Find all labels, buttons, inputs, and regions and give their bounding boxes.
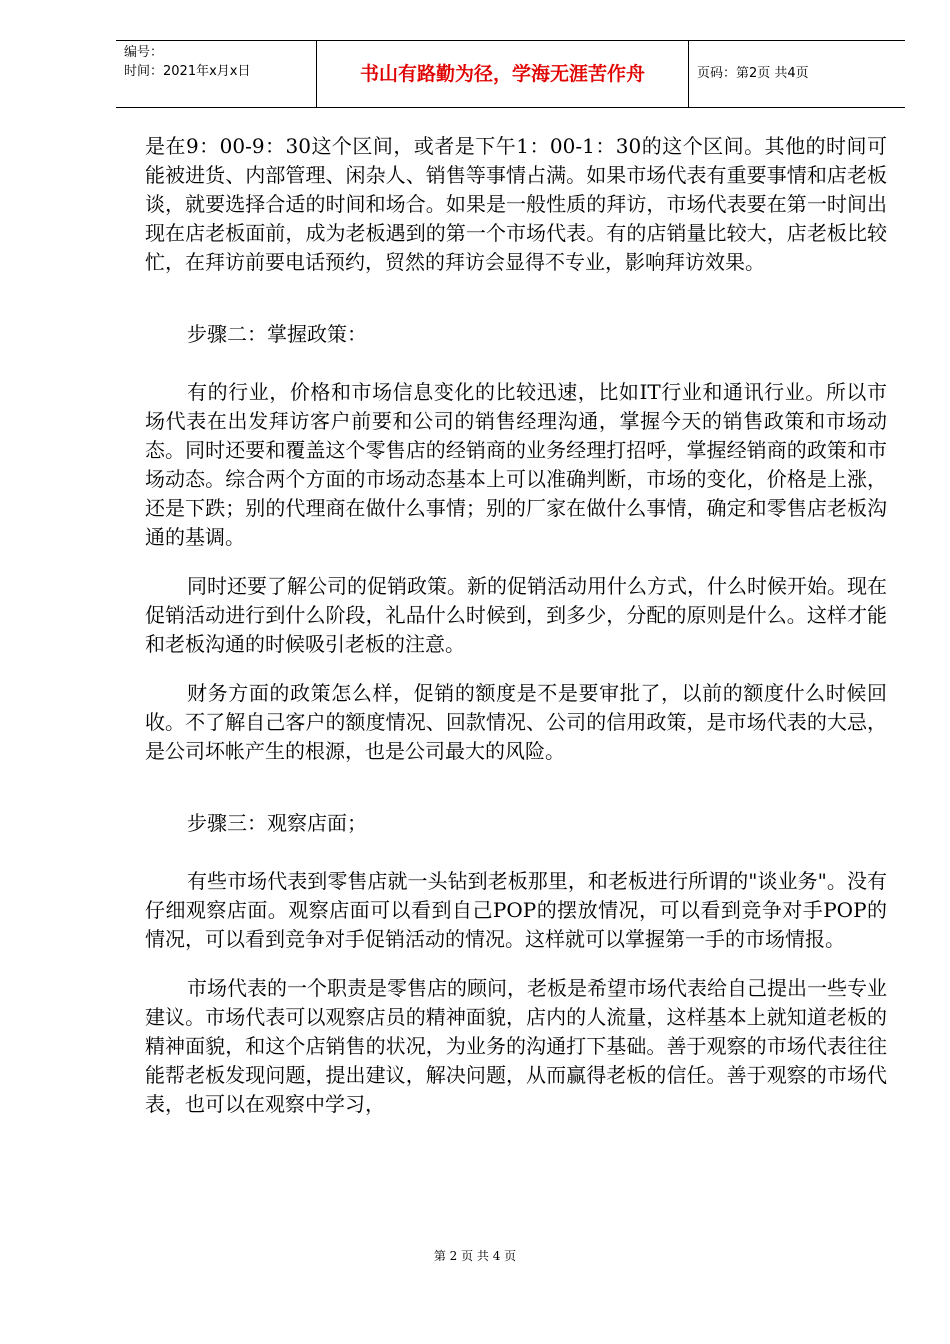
section-heading: 步骤三：观察店面； bbox=[187, 811, 367, 835]
header-page-label: 页码：第2页 共4页 bbox=[697, 66, 809, 81]
number-label: 编号： bbox=[124, 45, 164, 60]
time-label: 时间：2021年x月x日 bbox=[124, 64, 251, 79]
paragraph: 有些市场代表到零售店就一头钻到老板那里，和老板进行所谓的"谈业务"。没有仔细观察店面。观察店面可以看到自己POP的摆放情况，可以看到竞争对手POP的情况，可以看到竞争对手促销活动的情况。这样就可以掌握第一手的市场情报。 bbox=[145, 869, 887, 951]
paragraph: 同时还要了解公司的促销政策。新的促销活动用什么方式，什么时候开始。现在促销活动进行到什么阶段，礼品什么时候到，到多少，分配的原则是什么。这样才能和老板沟通的时候吸引老板的注意。 bbox=[145, 574, 887, 656]
section-heading: 步骤二：掌握政策： bbox=[187, 322, 367, 346]
header-meta bbox=[116, 41, 317, 107]
page-header bbox=[116, 40, 905, 108]
document-body bbox=[145, 132, 887, 1119]
page-footer: 第 2 页 共 4 页 bbox=[433, 1249, 517, 1263]
paragraph: 有的行业，价格和市场信息变化的比较迅速，比如IT行业和通讯行业。所以市场代表在出发拜访客户前要和公司的销售经理沟通，掌握今天的销售政策和市场动态。同时还要和覆盖这个零售店的经销商的业务经理打招呼，掌握经销商的政策和市场动态。综合两个方面的市场动态基本上可以准确判断，市场的变化，价格是上涨，还是下跌；别的代理商在做什么事情；别的厂家在做什么事情，确定和零售店老板沟通的基调。 bbox=[145, 380, 887, 549]
paragraph: 财务方面的政策怎么样，促销的额度是不是要审批了，以前的额度什么时候回收。不了解自己客户的额度情况、回款情况、公司的信用政策，是市场代表的大忌，是公司坏帐产生的根源，也是公司最大的风险。 bbox=[145, 681, 887, 763]
header-motto: 书山有路勤为径，学海无涯苦作舟 bbox=[317, 41, 689, 107]
paragraph: 是在9：00-9：30这个区间，或者是下午1：00-1：30的这个区间。其他的时间可能被进货、内部管理、闲杂人、销售等事情占满。如果市场代表有重要事情和店老板谈，就要选择合适的时间和场合。如果是一般性质的拜访，市场代表要在第一时间出现在店老板面前，成为老板遇到的第一个市场代表。有的店销量比较大，店老板比较忙，在拜访前要电话预约，贸然的拜访会显得不专业，影响拜访效果。 bbox=[145, 134, 887, 274]
paragraph: 市场代表的一个职责是零售店的顾问，老板是希望市场代表给自己提出一些专业建议。市场代表可以观察店员的精神面貌，店内的人流量，这样基本上就知道老板的精神面貌，和这个店销售的状况，为业务的沟通打下基础。善于观察的市场代表往往能帮老板发现问题，提出建议，解决问题，从而赢得老板的信任。善于观察的市场代表，也可以在观察中学习， bbox=[145, 976, 887, 1116]
